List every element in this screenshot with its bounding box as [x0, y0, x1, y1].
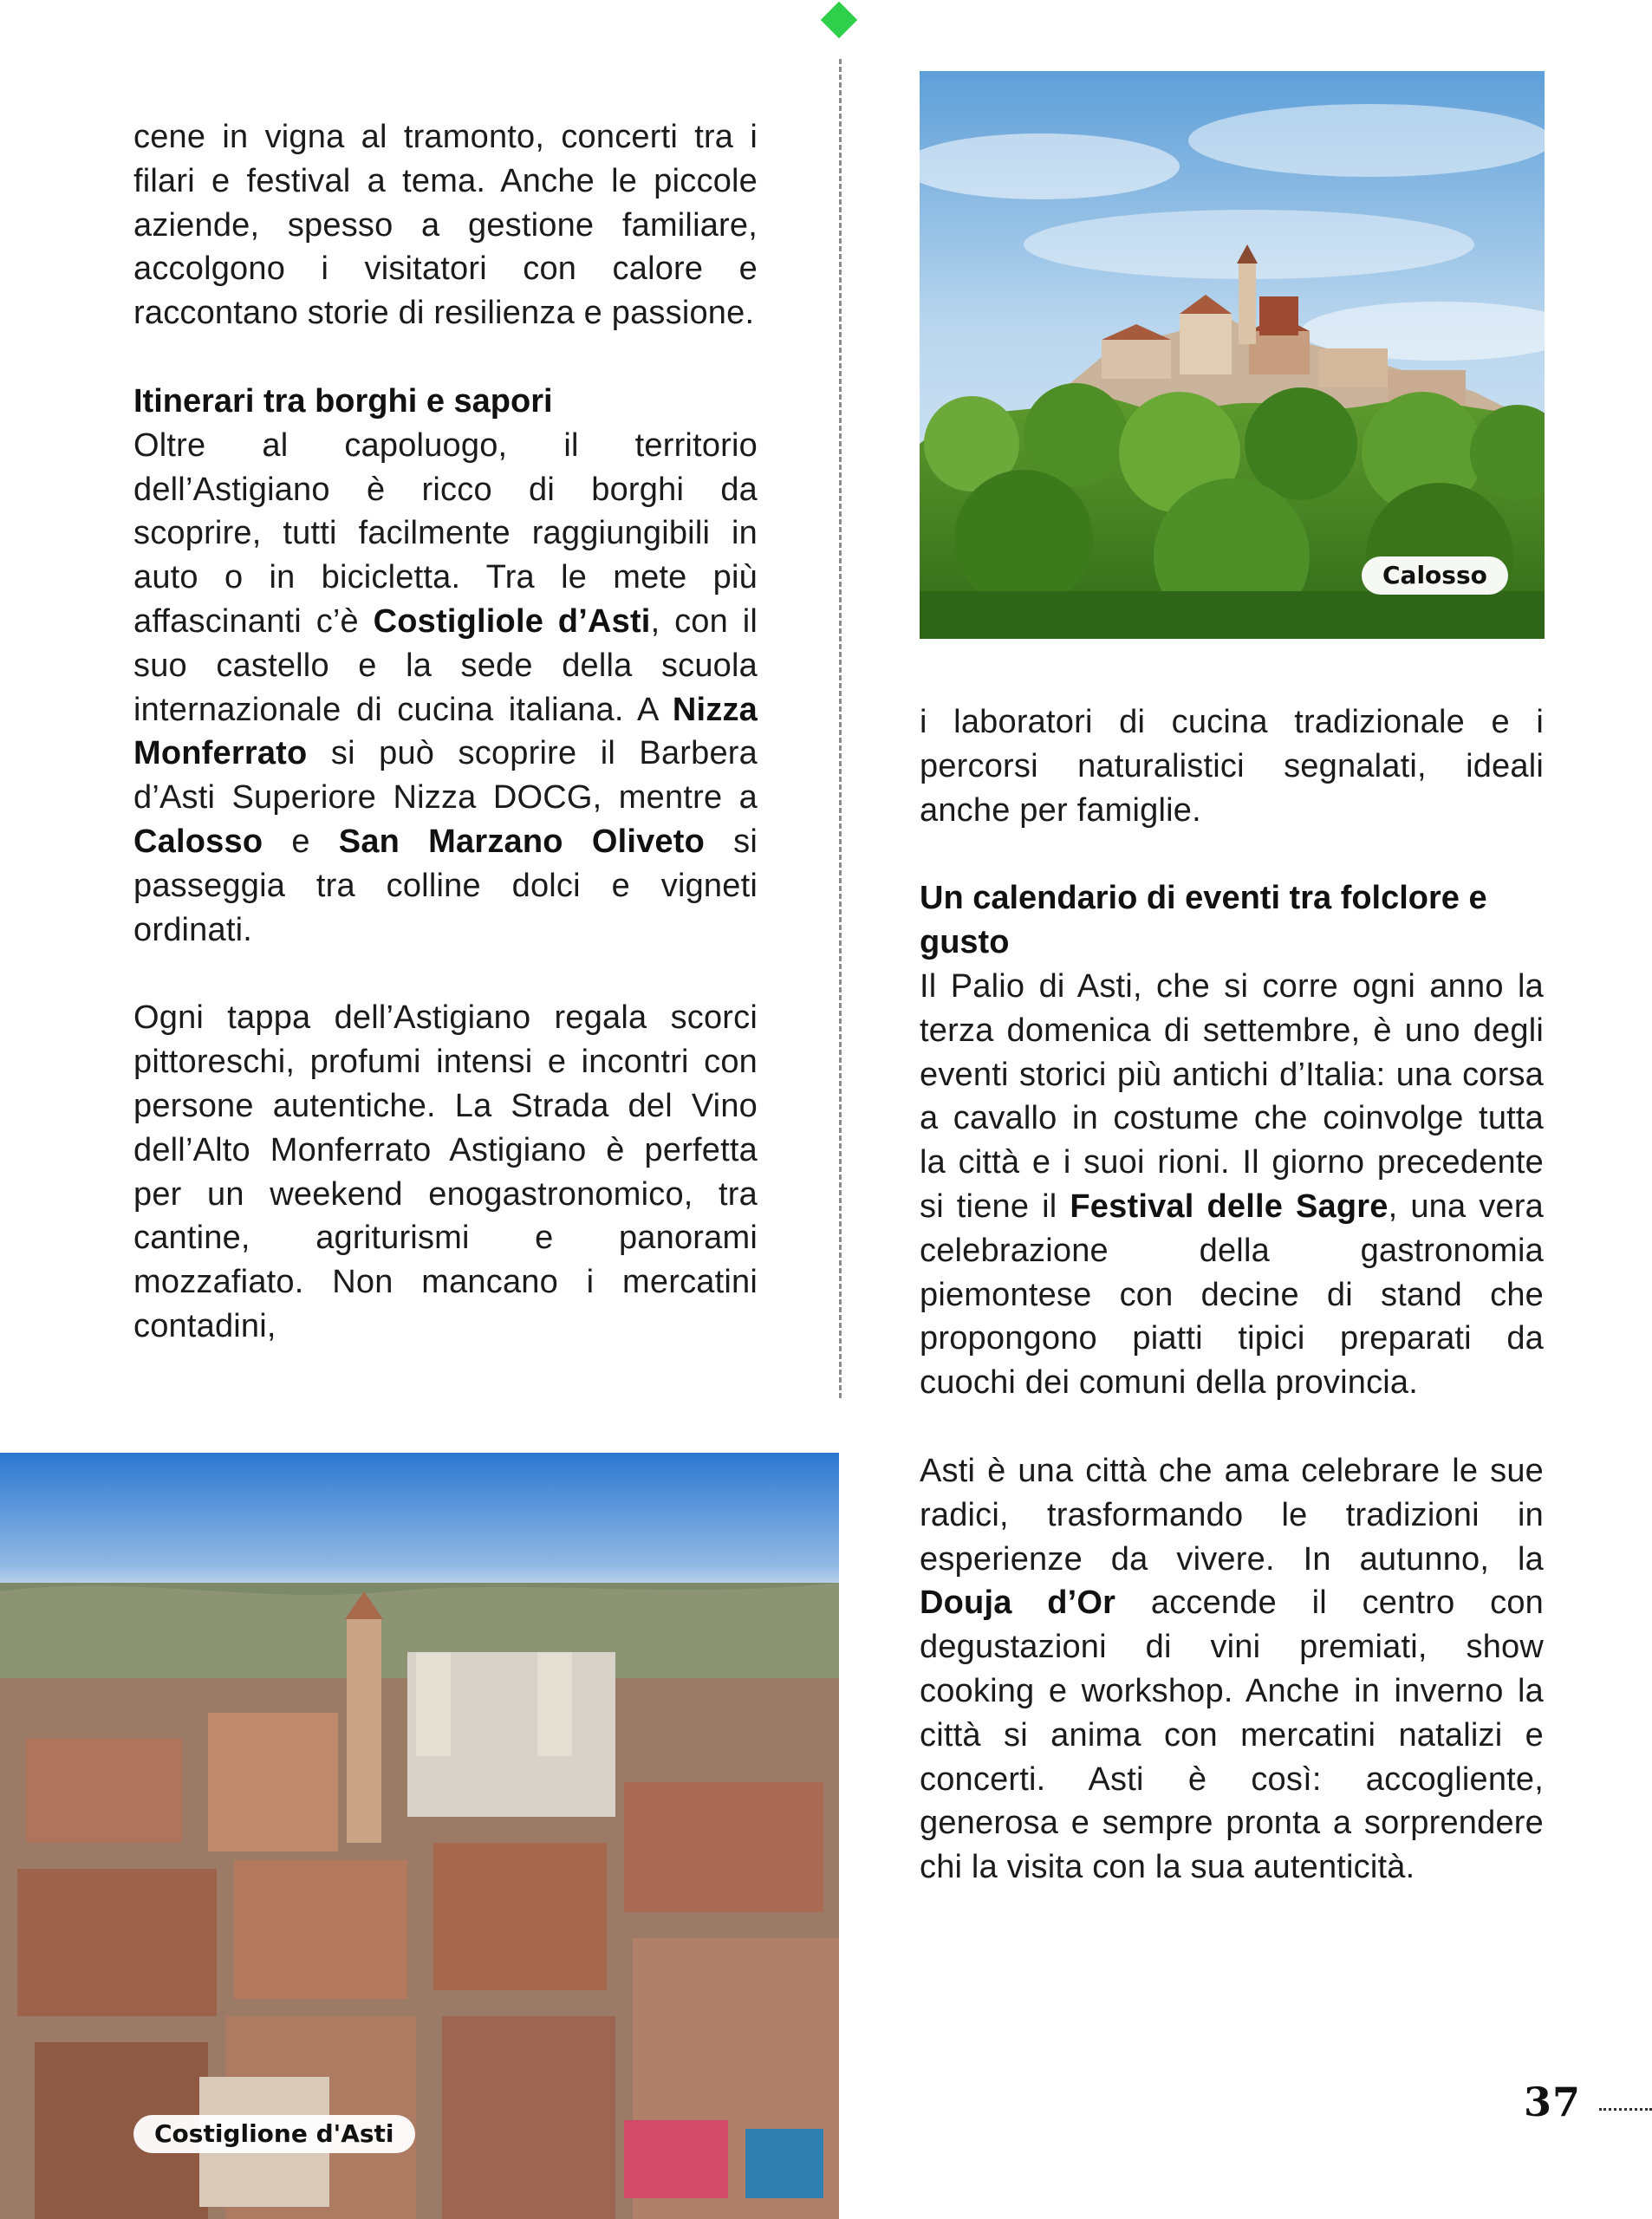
- palio-paragraph: Il Palio di Asti, che si corre ogni anno la terza domenica di settembre, è uno degli eventi storici più antichi d’Italia: una corsa a cavallo in costume che coinvolge tutta la città e i suoi rioni. Il giorno precedente si tiene il Festival delle Sagre, una vera celebrazione della gastronomia piemontese con decine di stand che propongono piatti tipici preparati da cuochi dei comuni della provincia.: [920, 967, 1545, 1402]
- section-heading-calendario: Un calendario di eventi tra folclore e gusto: [920, 880, 1487, 961]
- costigliole-caption: Costiglione d'Asti: [133, 2115, 415, 2153]
- place-costigliole: Costigliole d’Asti: [373, 602, 651, 640]
- costigliole-photo: [0, 1453, 839, 2219]
- douja-dor: Douja d’Or: [920, 1585, 1116, 1622]
- page-number: 37: [1524, 2079, 1582, 2125]
- asti-paragraph: Asti è una città che ama celebrare le sue radici, trasformando le tradizioni in esperienze da vivere. In autunno, la Douja d’Or accende il centro con degustazioni di vini premiati, show cooking e workshop. Anche in inverno la città si anima con mercatini natalizi e concerti. Asti è così: accogliente, generosa e sempre pronta a sorprendere chi la visita con la sua autenticità.: [920, 1452, 1544, 1886]
- place-nizza: Nizza Monferrato: [133, 691, 758, 772]
- right-column: [920, 700, 1544, 1890]
- column-divider: [839, 59, 842, 1398]
- place-san-marzano: San Marzano Oliveto: [338, 823, 706, 860]
- calosso-photo: [920, 71, 1545, 639]
- page-number-dots: [1599, 2108, 1652, 2111]
- intro-paragraph: cene in vigna al tramonto, concerti tra i filari e festival a tema. Anche le piccole aziende, spesso a gestione familiare, accolgono i visitatori con calore e raccontano storie di resilienza e passione.: [133, 119, 758, 332]
- section-heading-itinerari: Itinerari tra borghi e sapori: [133, 382, 553, 420]
- place-calosso: Calosso: [133, 823, 263, 860]
- tappa-paragraph: Ogni tappa dell’Astigiano regala scorci pittoreschi, profumi intensi e incontri con persone autentiche. La Strada del Vino dell’Alto Monferrato Astigiano è perfetta per un weekend enogastronomico, tra cantine, agriturismi e panorami mozzafiato. Non mancano i mercatini contadini,: [133, 999, 758, 1344]
- accent-diamond-icon: [821, 2, 857, 38]
- festival-delle-sagre: Festival delle Sagre: [1070, 1188, 1389, 1225]
- itinerari-paragraph: Oltre al capoluogo, il territorio dell’Astigiano è ricco di borghi da scoprire, tutti facilmente raggiungibili in auto o in bicicletta. Tra le mete più affascinanti c’è Costigliole d’Asti, con il suo castello e la sede della scuola internazionale di cucina italiana. A Nizza Monferrato si può scoprire il Barbera d’Asti Superiore Nizza DOCG, mentre a Calosso e San Marzano Oliveto si passeggia tra colline dolci e vigneti ordinati.: [133, 426, 758, 948]
- calosso-caption: Calosso: [1362, 556, 1508, 595]
- continuation-paragraph: i laboratori di cucina tradizionale e i percorsi naturalistici segnalati, ideali anche per famiglie.: [920, 704, 1544, 829]
- left-column: [133, 115, 758, 1349]
